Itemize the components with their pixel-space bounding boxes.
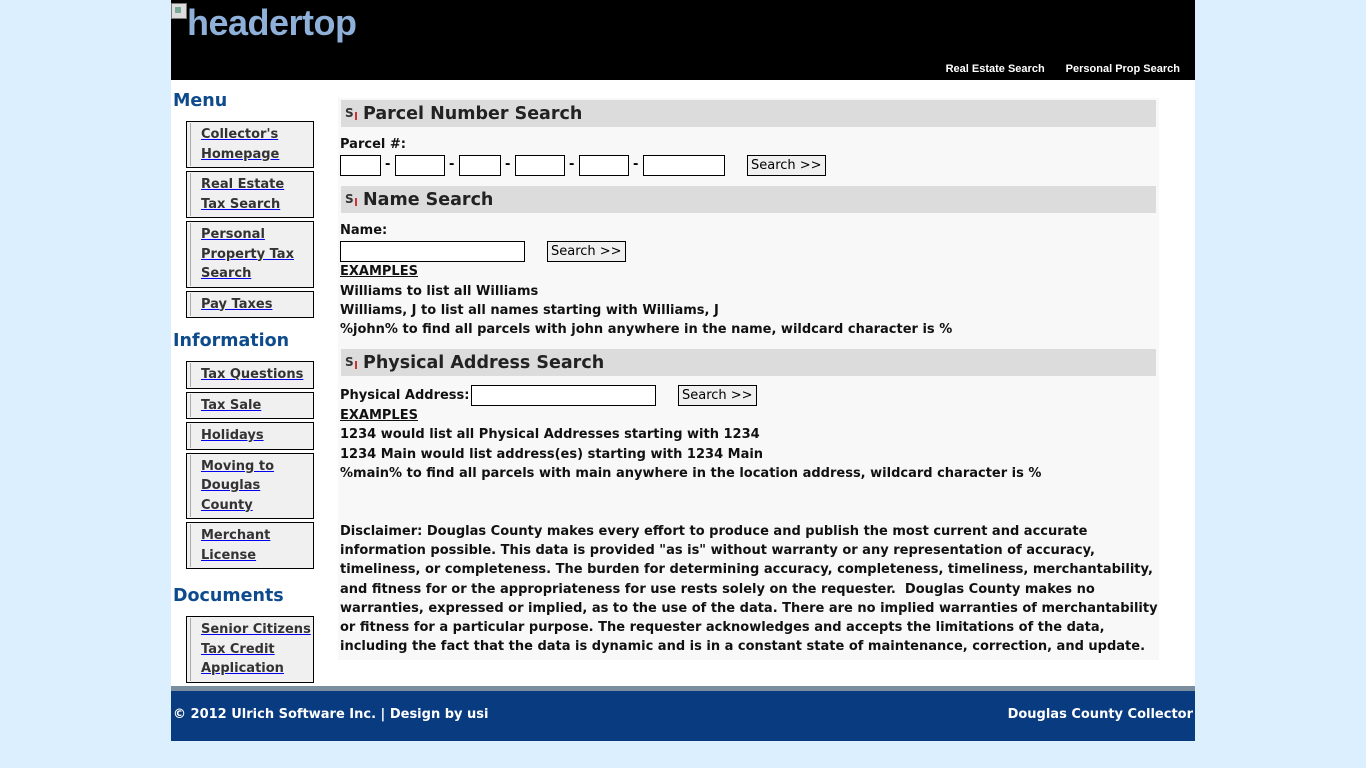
- information-item-label: [190, 524, 313, 567]
- menu-item-label: [190, 293, 313, 317]
- menu-item[interactable]: [186, 171, 314, 218]
- address-label: Physical Address:: [340, 388, 470, 403]
- label-line: Holidays: [201, 428, 264, 443]
- menu-item-label: [190, 173, 313, 216]
- menu-item-label: [190, 123, 313, 166]
- nav-real-estate-search[interactable]: Real Estate Search: [945, 63, 1045, 75]
- parcel-section-title: Parcel Number Search: [363, 104, 583, 124]
- address-section-title: Physical Address Search: [363, 353, 605, 373]
- top-nav: [946, 63, 1180, 75]
- information-item-label: [190, 455, 313, 518]
- address-example: %main% to find all parcels with main anywhere in the location address, wildcard character is %: [340, 466, 1042, 481]
- parcel-separator: -: [505, 157, 511, 172]
- search-icon: [345, 196, 360, 208]
- name-input[interactable]: [340, 241, 525, 262]
- name-section-title: Name Search: [363, 190, 494, 210]
- information-heading: Information: [173, 331, 290, 351]
- name-examples-heading: EXAMPLES: [340, 264, 418, 279]
- information-item-label: [190, 424, 313, 448]
- information-item[interactable]: [186, 422, 314, 450]
- disclaimer-text: Disclaimer: Douglas County makes every effort to produce and publish the most current and accurate information possible. This data is provided "as is" without warranty or any representation of accuracy, timeliness, or completeness. The burden for determining accuracy, completeness, timeliness, merchantability, and fitness for or the appropriateness for use rests solely on the requester. Douglas County makes no warranties, expressed or implied, as to the use of the data. There are no implied warranties of merchantability or fitness for a particular purpose. The requester acknowledges and accepts the limitations of the data, including the fact that the data is dynamic and is in a constant state of maintenance, correction, and update.: [340, 524, 1163, 655]
- information-item-label: [190, 394, 313, 418]
- name-search-button[interactable]: Search >>: [547, 241, 626, 262]
- label-line: Property Tax: [201, 246, 294, 262]
- information-list: [186, 361, 314, 569]
- information-item[interactable]: [186, 453, 314, 520]
- address-section-header: [341, 349, 1156, 376]
- parcel-field-3[interactable]: [459, 155, 501, 176]
- label-line: Tax Sale: [201, 397, 262, 413]
- menu-item[interactable]: [186, 221, 314, 288]
- parcel-field-5[interactable]: [579, 155, 629, 176]
- logo-alt-text: headertop: [187, 2, 357, 43]
- parcel-field-1[interactable]: [340, 155, 381, 176]
- label-line: Moving to: [201, 458, 275, 474]
- label-line: County: [201, 497, 253, 513]
- label-line: Pay Taxes: [201, 296, 273, 312]
- information-item-label: [190, 363, 313, 387]
- documents-list: [186, 616, 314, 683]
- address-examples-heading: EXAMPLES: [340, 408, 418, 423]
- menu-item-label: [190, 223, 313, 286]
- address-example: 1234 Main would list address(es) starting with 1234 Main: [340, 447, 764, 462]
- parcel-section-header: [341, 100, 1156, 127]
- search-icon: [345, 359, 360, 371]
- documents-item[interactable]: [186, 616, 314, 683]
- parcel-separator: -: [385, 157, 391, 172]
- parcel-field-2[interactable]: [395, 155, 445, 176]
- sidebar: [173, 90, 318, 686]
- header-logo: [171, 2, 357, 46]
- label-line: Homepage: [201, 146, 280, 162]
- menu-heading: Menu: [173, 91, 228, 111]
- documents-heading: Documents: [173, 586, 284, 606]
- site-footer: [171, 686, 1195, 741]
- label-line: Personal: [201, 227, 265, 242]
- information-item[interactable]: [186, 361, 314, 389]
- name-example: Williams, J to list all names starting with Williams, J: [340, 303, 719, 318]
- parcel-field-6[interactable]: [643, 155, 725, 176]
- page-wrapper: [171, 0, 1195, 741]
- address-example: 1234 would list all Physical Addresses starting with 1234: [340, 427, 760, 442]
- address-search-button[interactable]: Search >>: [678, 385, 757, 406]
- search-panel: [338, 98, 1163, 660]
- footer-copyright: © 2012 Ulrich Software Inc. | Design by usi: [173, 707, 489, 722]
- parcel-separator: -: [449, 157, 455, 172]
- label-line: Tax Search: [201, 196, 281, 212]
- information-item[interactable]: [186, 522, 314, 569]
- broken-image-icon: [171, 3, 187, 19]
- label-line: Real Estate: [201, 177, 285, 192]
- label-line: Collector's: [201, 127, 279, 142]
- menu-list: [186, 121, 314, 318]
- documents-item-label: [190, 618, 313, 681]
- footer-site-name: Douglas County Collector: [1007, 707, 1193, 722]
- parcel-separator: -: [569, 157, 575, 172]
- label-line: Tax Questions: [201, 367, 304, 382]
- menu-item[interactable]: [186, 291, 314, 319]
- search-icon: [345, 110, 360, 122]
- label-line: Tax Credit: [201, 641, 275, 657]
- name-section-header: [341, 186, 1156, 213]
- address-input[interactable]: [471, 385, 656, 406]
- label-line: License: [201, 547, 257, 563]
- menu-item[interactable]: [186, 121, 314, 168]
- site-header: [171, 0, 1195, 80]
- parcel-separator: -: [633, 157, 639, 172]
- information-item[interactable]: [186, 392, 314, 420]
- label-line: Search: [201, 266, 252, 281]
- nav-personal-prop-search[interactable]: Personal Prop Search: [1065, 63, 1180, 75]
- label-line: Senior Citizens: [201, 622, 311, 637]
- label-line: Merchant: [201, 528, 271, 543]
- parcel-label: Parcel #:: [340, 137, 406, 152]
- parcel-search-button[interactable]: Search >>: [747, 155, 826, 176]
- label-line: Application: [201, 661, 284, 676]
- name-label: Name:: [340, 223, 388, 238]
- label-line: Douglas: [201, 478, 261, 493]
- name-example: %john% to find all parcels with john anywhere in the name, wildcard character is %: [340, 322, 953, 337]
- parcel-field-4[interactable]: [515, 155, 565, 176]
- name-example: Williams to list all Williams: [340, 284, 539, 299]
